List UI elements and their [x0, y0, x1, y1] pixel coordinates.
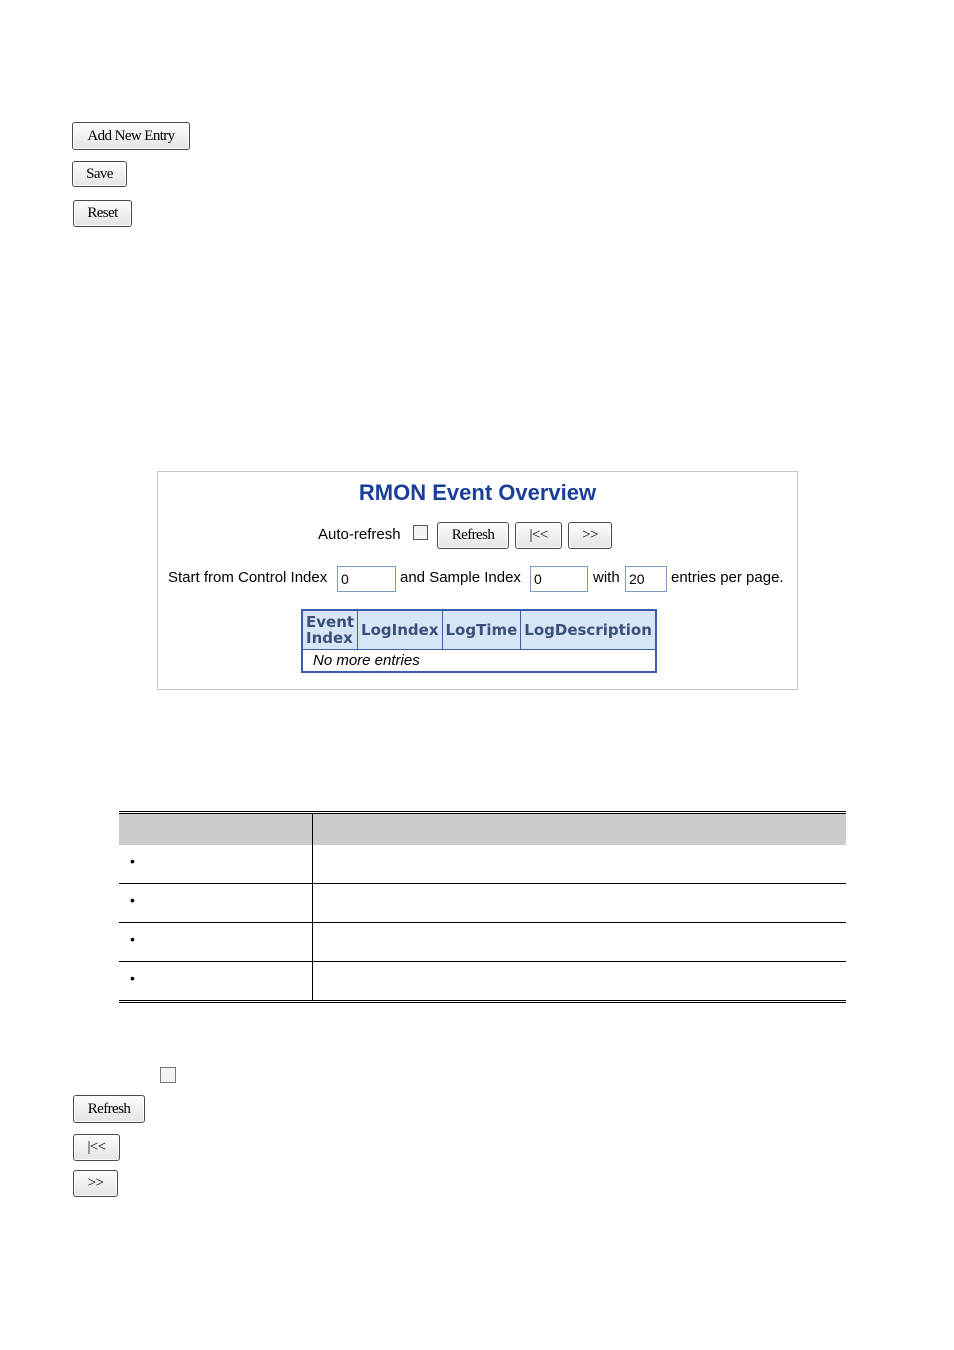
- with-label: with: [593, 569, 620, 586]
- object-column-header: [119, 813, 313, 846]
- reset-button[interactable]: Reset: [73, 200, 132, 227]
- event-log-table: [301, 609, 657, 673]
- sample-index-input[interactable]: 0: [530, 566, 588, 592]
- start-control-index-label: Start from Control Index: [168, 569, 328, 586]
- bullet: •: [130, 853, 135, 869]
- col-logindex: LogIndex: [358, 610, 442, 650]
- table-row: [119, 884, 846, 923]
- rmon-event-overview-panel: [157, 471, 798, 690]
- table-row: [119, 923, 846, 962]
- first-page-button-bottom[interactable]: |<<: [73, 1134, 120, 1161]
- table-row: [119, 845, 846, 884]
- entries-per-page-input[interactable]: 20: [625, 566, 667, 592]
- col-logdescription: LogDescription: [521, 610, 656, 650]
- description-header-row: [119, 813, 846, 846]
- bullet: •: [130, 892, 135, 908]
- bullet: •: [130, 931, 135, 947]
- no-entries-text: No more entries: [302, 650, 656, 673]
- bullet: •: [130, 970, 135, 986]
- table-row: [119, 962, 846, 1002]
- auto-refresh-checkbox-icon[interactable]: [160, 1067, 176, 1083]
- auto-refresh-label: Auto-refresh: [318, 526, 401, 543]
- col-logtime: LogTime: [442, 610, 521, 650]
- add-new-entry-button[interactable]: Add New Entry: [72, 122, 190, 150]
- col-event-index: Event Index: [302, 610, 358, 650]
- refresh-button[interactable]: Refresh: [437, 522, 509, 549]
- next-page-button-bottom[interactable]: >>: [73, 1170, 118, 1197]
- first-page-button[interactable]: |<<: [515, 522, 562, 549]
- description-column-header: [313, 813, 847, 846]
- table-header-row: [302, 610, 656, 650]
- control-index-input[interactable]: 0: [337, 566, 396, 592]
- table-row: [302, 650, 656, 673]
- auto-refresh-checkbox[interactable]: [413, 525, 428, 540]
- entries-per-page-label: entries per page.: [671, 569, 784, 586]
- save-button[interactable]: Save: [72, 161, 127, 187]
- description-table: [119, 811, 846, 1003]
- panel-title: RMON Event Overview: [358, 480, 597, 505]
- next-page-button[interactable]: >>: [568, 522, 612, 549]
- sample-index-label: and Sample Index: [400, 569, 521, 586]
- refresh-button-bottom[interactable]: Refresh: [73, 1095, 145, 1123]
